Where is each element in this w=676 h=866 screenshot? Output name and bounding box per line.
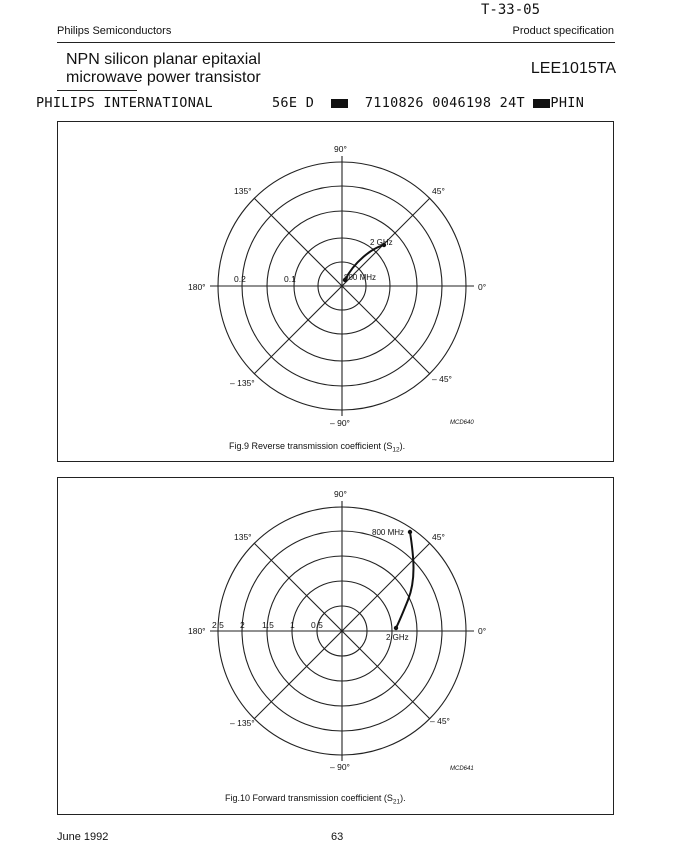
angle-label-minus135: – 135° [230, 378, 255, 388]
polar-chart-s12 [58, 122, 613, 461]
end-point [394, 626, 398, 630]
title-line-2: microwave power transistor [66, 69, 261, 86]
page-number: 63 [331, 831, 344, 843]
angle-label-180: 180° [188, 626, 206, 636]
angle-label-minus45: – 45° [430, 716, 450, 726]
angle-label-minus135: – 135° [230, 718, 255, 728]
polar-chart-s21 [58, 478, 613, 814]
ring-label: 0.2 [234, 274, 246, 284]
footer-date: June 1992 [57, 831, 109, 843]
handwritten-stamp: T-33-05 [481, 2, 541, 18]
ring-label: 1.5 [262, 620, 274, 630]
header-rule [57, 42, 615, 43]
angle-label-45: 45° [432, 186, 445, 196]
start-point [408, 530, 412, 534]
title-line-1: NPN silicon planar epitaxial [66, 51, 261, 68]
figure-code: MCD640 [450, 420, 474, 426]
figure-caption: Fig.9 Reverse transmission coefficient $(S_{12})$. [229, 441, 406, 454]
angle-label-minus90: – 90° [330, 418, 350, 428]
figure-caption: Fig.10 Forward transmission coefficient $(S_{21})$. [225, 793, 406, 806]
ring-label: 2 [240, 620, 245, 630]
black-block-mark [533, 99, 550, 108]
stamp-code-1: 56E D [271, 95, 315, 111]
print-stamp-line [36, 95, 584, 111]
angle-label-minus90: – 90° [330, 762, 350, 772]
spec-type: Product specification [512, 25, 614, 37]
s21-curve [396, 532, 414, 628]
angle-label-0: 0° [478, 626, 487, 636]
angle-label-90: 90° [334, 489, 347, 499]
ring-label: 2.5 [212, 620, 224, 630]
figure-panel-10 [57, 477, 614, 815]
angle-label-180: 180° [188, 282, 206, 292]
angle-label-135: 135° [234, 532, 252, 542]
angle-label-minus45: – 45° [432, 374, 452, 384]
stamp-left: PHILIPS INTERNATIONAL [36, 95, 213, 111]
title-underline [57, 90, 137, 91]
point-label-end: 2 GHz [370, 238, 393, 247]
angle-label-45: 45° [432, 532, 445, 542]
figure-panel-9 [57, 121, 614, 462]
black-block-mark [331, 99, 348, 108]
ring-label: 0.5 [311, 620, 323, 630]
figure-code: MCD641 [450, 766, 474, 772]
ring-label: 1 [290, 620, 295, 630]
part-number: LEE1015TA [530, 60, 616, 77]
stamp-code-3: PHIN [550, 95, 585, 111]
point-label-start: 800 MHz [372, 528, 405, 537]
angle-label-135: 135° [234, 186, 252, 196]
angle-label-90: 90° [334, 144, 347, 154]
company-name: Philips Semiconductors [57, 25, 172, 37]
angle-label-0: 0° [478, 282, 487, 292]
point-label-start: 800 MHz [344, 273, 377, 282]
ring-label: 0.1 [284, 274, 296, 284]
stamp-code-2: 7110826 0046198 24T [364, 95, 525, 111]
point-label-end: 2 GHz [386, 633, 409, 642]
